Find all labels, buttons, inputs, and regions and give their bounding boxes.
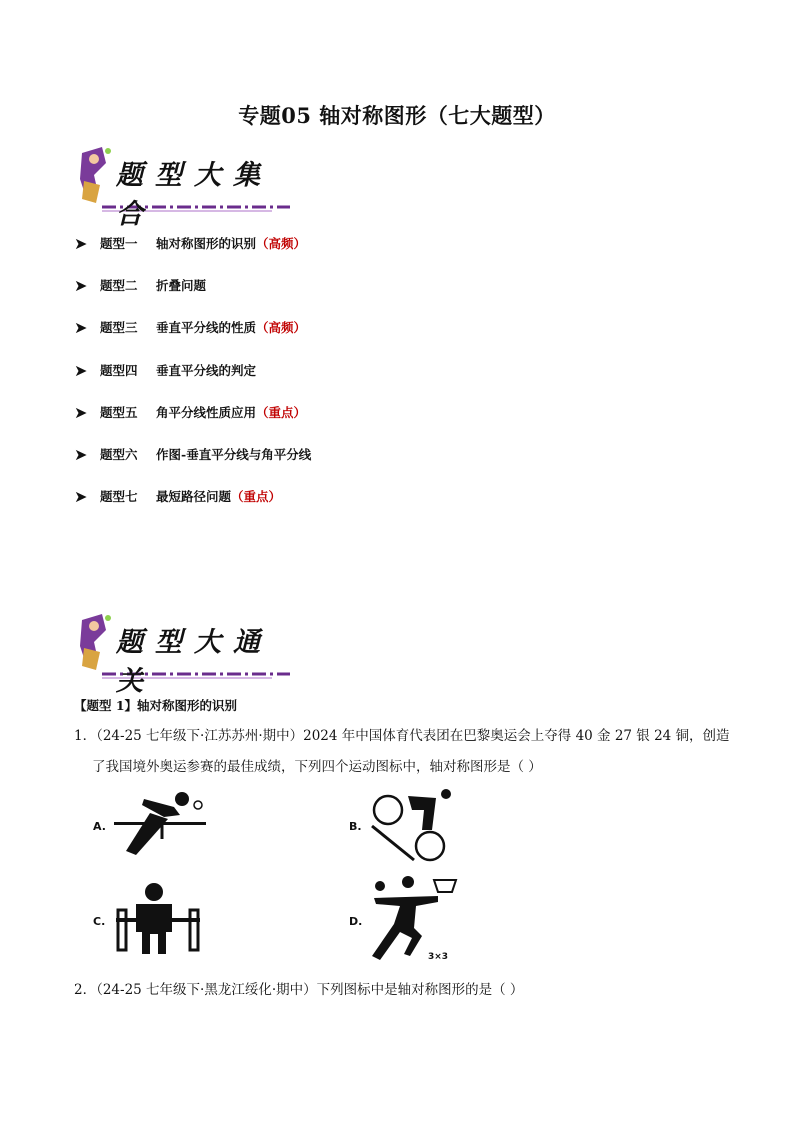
toc-label: 题型一 xyxy=(100,236,138,251)
toc-topic: 角平分线性质应用 xyxy=(156,405,257,420)
question-text: 1．（24-25 七年级下·江苏苏州·期中）2024 年中国体育代表团在巴黎奥运会上夺得 40 金 27 银 24 铜，创造 xyxy=(74,728,730,744)
toc-label: 题型七 xyxy=(100,489,138,504)
toc-item-3[interactable] xyxy=(74,316,306,338)
toc-tag: （重点） xyxy=(231,489,282,504)
question-2 xyxy=(74,975,734,1006)
toc-label: 题型四 xyxy=(100,363,138,378)
table-tennis-icon[interactable] xyxy=(114,791,210,859)
arrow-icon: ➤ xyxy=(74,317,88,337)
toc-topic: 折叠问题 xyxy=(156,278,207,293)
arrow-icon: ➤ xyxy=(74,444,88,464)
option-d-caption: 3×3 xyxy=(428,952,449,962)
banner-title: 题型大通关 xyxy=(116,627,272,697)
toc-item-4[interactable] xyxy=(74,359,256,381)
toc-label: 题型三 xyxy=(100,320,138,335)
toc-topic: 作图-垂直平分线与角平分线 xyxy=(156,447,312,462)
section-heading: 【题型 1】轴对称图形的识别 xyxy=(74,698,238,713)
banner-title: 题型大集合 xyxy=(116,160,272,230)
toc-label: 题型六 xyxy=(100,447,138,462)
question-1 xyxy=(74,721,734,783)
banner-practice xyxy=(72,612,302,697)
toc-label: 题型二 xyxy=(100,278,138,293)
toc-item-6[interactable] xyxy=(74,443,311,465)
toc-label: 题型五 xyxy=(100,405,138,420)
toc-topic: 垂直平分线的性质 xyxy=(156,320,257,335)
toc-tag: （高频） xyxy=(256,320,307,335)
banner-summary xyxy=(72,145,302,230)
arrow-icon: ➤ xyxy=(74,233,88,253)
cycling-icon[interactable] xyxy=(370,786,454,864)
option-d-label[interactable]: D. xyxy=(349,915,363,928)
toc-item-1[interactable] xyxy=(74,232,306,254)
weightlifting-icon[interactable] xyxy=(114,880,202,956)
toc-topic: 轴对称图形的识别 xyxy=(156,236,257,251)
option-c-label[interactable]: C. xyxy=(93,915,106,928)
toc-tag: （重点） xyxy=(256,405,307,420)
toc-item-2[interactable] xyxy=(74,274,206,296)
arrow-icon: ➤ xyxy=(74,360,88,380)
toc-topic: 最短路径问题 xyxy=(156,489,232,504)
basketball-3x3-icon[interactable] xyxy=(370,876,460,964)
arrow-icon: ➤ xyxy=(74,402,88,422)
arrow-icon: ➤ xyxy=(74,486,88,506)
option-a-label[interactable]: A. xyxy=(93,820,106,833)
toc-item-5[interactable] xyxy=(74,401,306,423)
toc-item-7[interactable] xyxy=(74,485,281,507)
option-b-label[interactable]: B. xyxy=(349,820,362,833)
toc-tag: （高频） xyxy=(256,236,307,251)
page-title: 专题05 轴对称图形（七大题型） xyxy=(238,103,556,128)
question-text: 2．（24-25 七年级下·黑龙江绥化·期中）下列图标中是轴对称图形的是（ ） xyxy=(74,982,524,998)
question-text: 了我国境外奥运参赛的最佳成绩，下列四个运动图标中，轴对称图形是（ ） xyxy=(92,759,542,775)
arrow-icon: ➤ xyxy=(74,275,88,295)
toc-topic: 垂直平分线的判定 xyxy=(156,363,257,378)
